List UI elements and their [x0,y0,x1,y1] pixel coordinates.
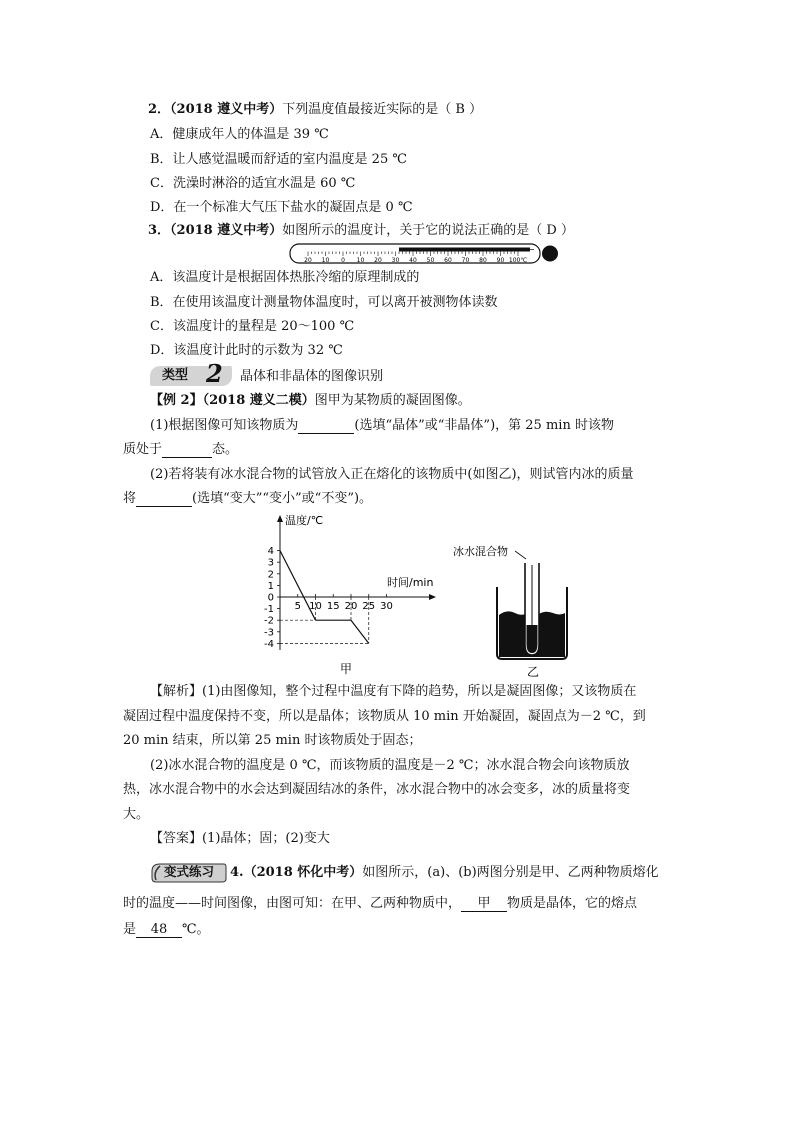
variant-badge-label: 变式练习 [164,864,215,879]
y-tick-label: -3 [264,627,274,639]
x-tick-label: 15 [326,601,340,612]
q2-source: （2018 遵义中考） [170,102,283,117]
type-badge-number: 2 [206,359,223,388]
thermometer-scale-label: 20 [304,257,312,264]
y-axis-label: 温度/℃ [285,514,324,527]
p1-text-c: 质处于 [123,442,163,457]
q3-option-c: C．该温度计的量程是 20～100 ℃ [150,319,355,334]
variant-text-3a: 是 [123,922,137,937]
x-tick-label: 30 [380,601,393,612]
beaker-figure [445,535,585,680]
q2-option-b: B．让人感觉温暖而舒适的室内温度是 25 ℃ [150,152,407,167]
p1-text-b: (选填“晶体”或“非晶体”)，第 25 min 时该物 [354,418,614,433]
x-tick-label: 5 [294,601,301,612]
figure-jia-caption: 甲 [340,662,353,676]
figure-yi-caption: 乙 [527,665,540,679]
type-badge-label: 类型 [162,368,189,383]
q2-number: 2． [148,102,171,117]
thermometer-scale-label: 100℃ [508,257,528,264]
x-axis-label: 时间/min [387,576,434,589]
example2-part1-line1 [150,417,614,435]
thermometer-scale-label: 40 [409,257,417,264]
example2-source: （2018 遵义二模） [202,393,315,408]
thermometer-figure [288,242,563,266]
thermometer-scale-label: 30 [391,257,400,264]
q3-stem: 如图所示的温度计，关于它的说法正确的是（ D ） [282,223,574,238]
y-tick-label: -1 [264,604,274,616]
q2-stem: 下列温度值最接近实际的是（ B ） [282,102,483,117]
example2-heading [150,392,471,410]
x-tick-label: 20 [344,601,358,612]
type-badge [150,359,232,388]
analysis-line6: 大。 [123,807,150,822]
p2-text-c: (选填“变大”“变小”或“不变”)。 [192,491,373,506]
answer-line [150,830,330,848]
y-tick-label: 2 [267,569,274,581]
thermometer-scale-label: 0 [341,257,345,264]
example2-part2-line1: (2)若将装有冰水混合物的试管放入正在熔化的该物质中(如图乙)，则试管内冰的质量 [150,467,634,482]
thermometer-scale-label: 10 [356,257,365,264]
y-tick-label: 1 [267,580,274,592]
answer-blank[interactable] [136,491,192,507]
variant-source: （2018 怀化中考） [243,865,363,880]
p1-text-a: (1)根据图像可知该物质为 [150,418,299,433]
label-leader-line [515,551,526,559]
variant-text-1: 如图所示，(a)、(b)两图分别是甲、乙两种物质熔化 [362,865,659,880]
q3-option-a: A．该温度计是根据固体热胀冷缩的原理制成的 [150,270,420,285]
analysis-line1 [150,683,636,701]
q3-source: （2018 遵义中考） [170,223,283,238]
q3-stem-line [148,222,574,240]
thermometer-scale-label: 70 [461,257,470,264]
q3-number: 3． [148,223,171,238]
variant-text-2b: 物质是晶体，它的熔点 [507,896,638,911]
q3-option-d: D．该温度计此时的示数为 32 ℃ [150,343,343,358]
example2-part1-line2 [123,441,238,459]
q2-stem-line [148,101,482,119]
y-tick-label: 4 [267,546,274,558]
x-tick-label: 25 [362,601,376,612]
example2-part2-line2 [123,490,372,508]
analysis-label: 【解析】 [150,684,203,699]
q2-option-a: A．健康成年人的体温是 39 ℃ [150,127,329,142]
filled-blank: 甲 [461,896,507,912]
analysis-line2: 凝固过程中温度保持不变，所以是晶体；该物质从 10 min 开始凝固，凝固点为－2 ℃，到 [123,709,646,724]
variant-line2 [123,895,637,913]
thermometer-scale-label: 60 [444,257,452,264]
analysis-text-1: (1)由图像知，整个过程中温度有下降的趋势，所以是凝固图像；又该物质在 [202,684,637,699]
q3-option-b: B．在使用该温度计测量物体温度时，可以离开被测物体读数 [150,295,498,310]
answer-label: 【答案】 [150,831,203,846]
analysis-line4: (2)冰水混合物的温度是 0 ℃，而该物质的温度是－2 ℃；冰水混合物会向该物质放 [150,758,630,773]
answer-blank[interactable] [162,442,212,458]
example2-label: 【例 2】 [150,393,203,408]
thermometer-scale-label: 20 [374,257,382,264]
q2-option-c: C．洗澡时淋浴的适宜水温是 60 ℃ [150,176,356,191]
y-tick-label: 3 [267,557,274,569]
example2-stem: 图甲为某物质的凝固图像。 [314,393,471,408]
beaker-label: 冰水混合物 [453,545,508,558]
variant-text-3b: ℃。 [182,922,210,937]
q2-option-d: D．在一个标准大气压下盐水的凝固点是 0 ℃ [150,200,413,215]
answer-blank[interactable] [298,418,354,434]
thermometer-scale-label: 90 [496,257,505,264]
p1-text-d: 态。 [212,442,239,457]
variant-line3 [123,921,210,939]
thermometer-scale-label: 10 [321,257,330,264]
solidification-chart [255,510,455,680]
analysis-line3: 20 min 结束，所以第 25 min 时该物质处于固态； [123,733,422,748]
variant-line1 [230,864,659,882]
analysis-line5: 热，冰水混合物中的水会达到凝固结冰的条件，冰水混合物中的冰会变多，冰的质量将变 [123,782,631,797]
thermometer-scale-label: 80 [479,257,487,264]
thermometer-bulb [542,246,558,262]
type-title: 晶体和非晶体的图像识别 [240,369,384,384]
y-tick-label: -2 [264,615,274,627]
y-tick-label: -4 [264,638,274,650]
variant-text-2a: 时的温度——时间图像，由图可知：在甲、乙两种物质中， [123,896,462,911]
p2-text-b: 将 [123,491,137,506]
variant-number: 4. [230,865,244,880]
x-tick-label: 10 [309,601,322,612]
thermometer-scale-label: 50 [426,257,435,264]
variant-badge [150,862,226,882]
answer-text: (1)晶体；固；(2)变大 [202,831,330,846]
temperature-line-segment [351,620,369,643]
y-tick-label: 0 [267,592,274,604]
filled-blank: 48 [136,922,182,938]
